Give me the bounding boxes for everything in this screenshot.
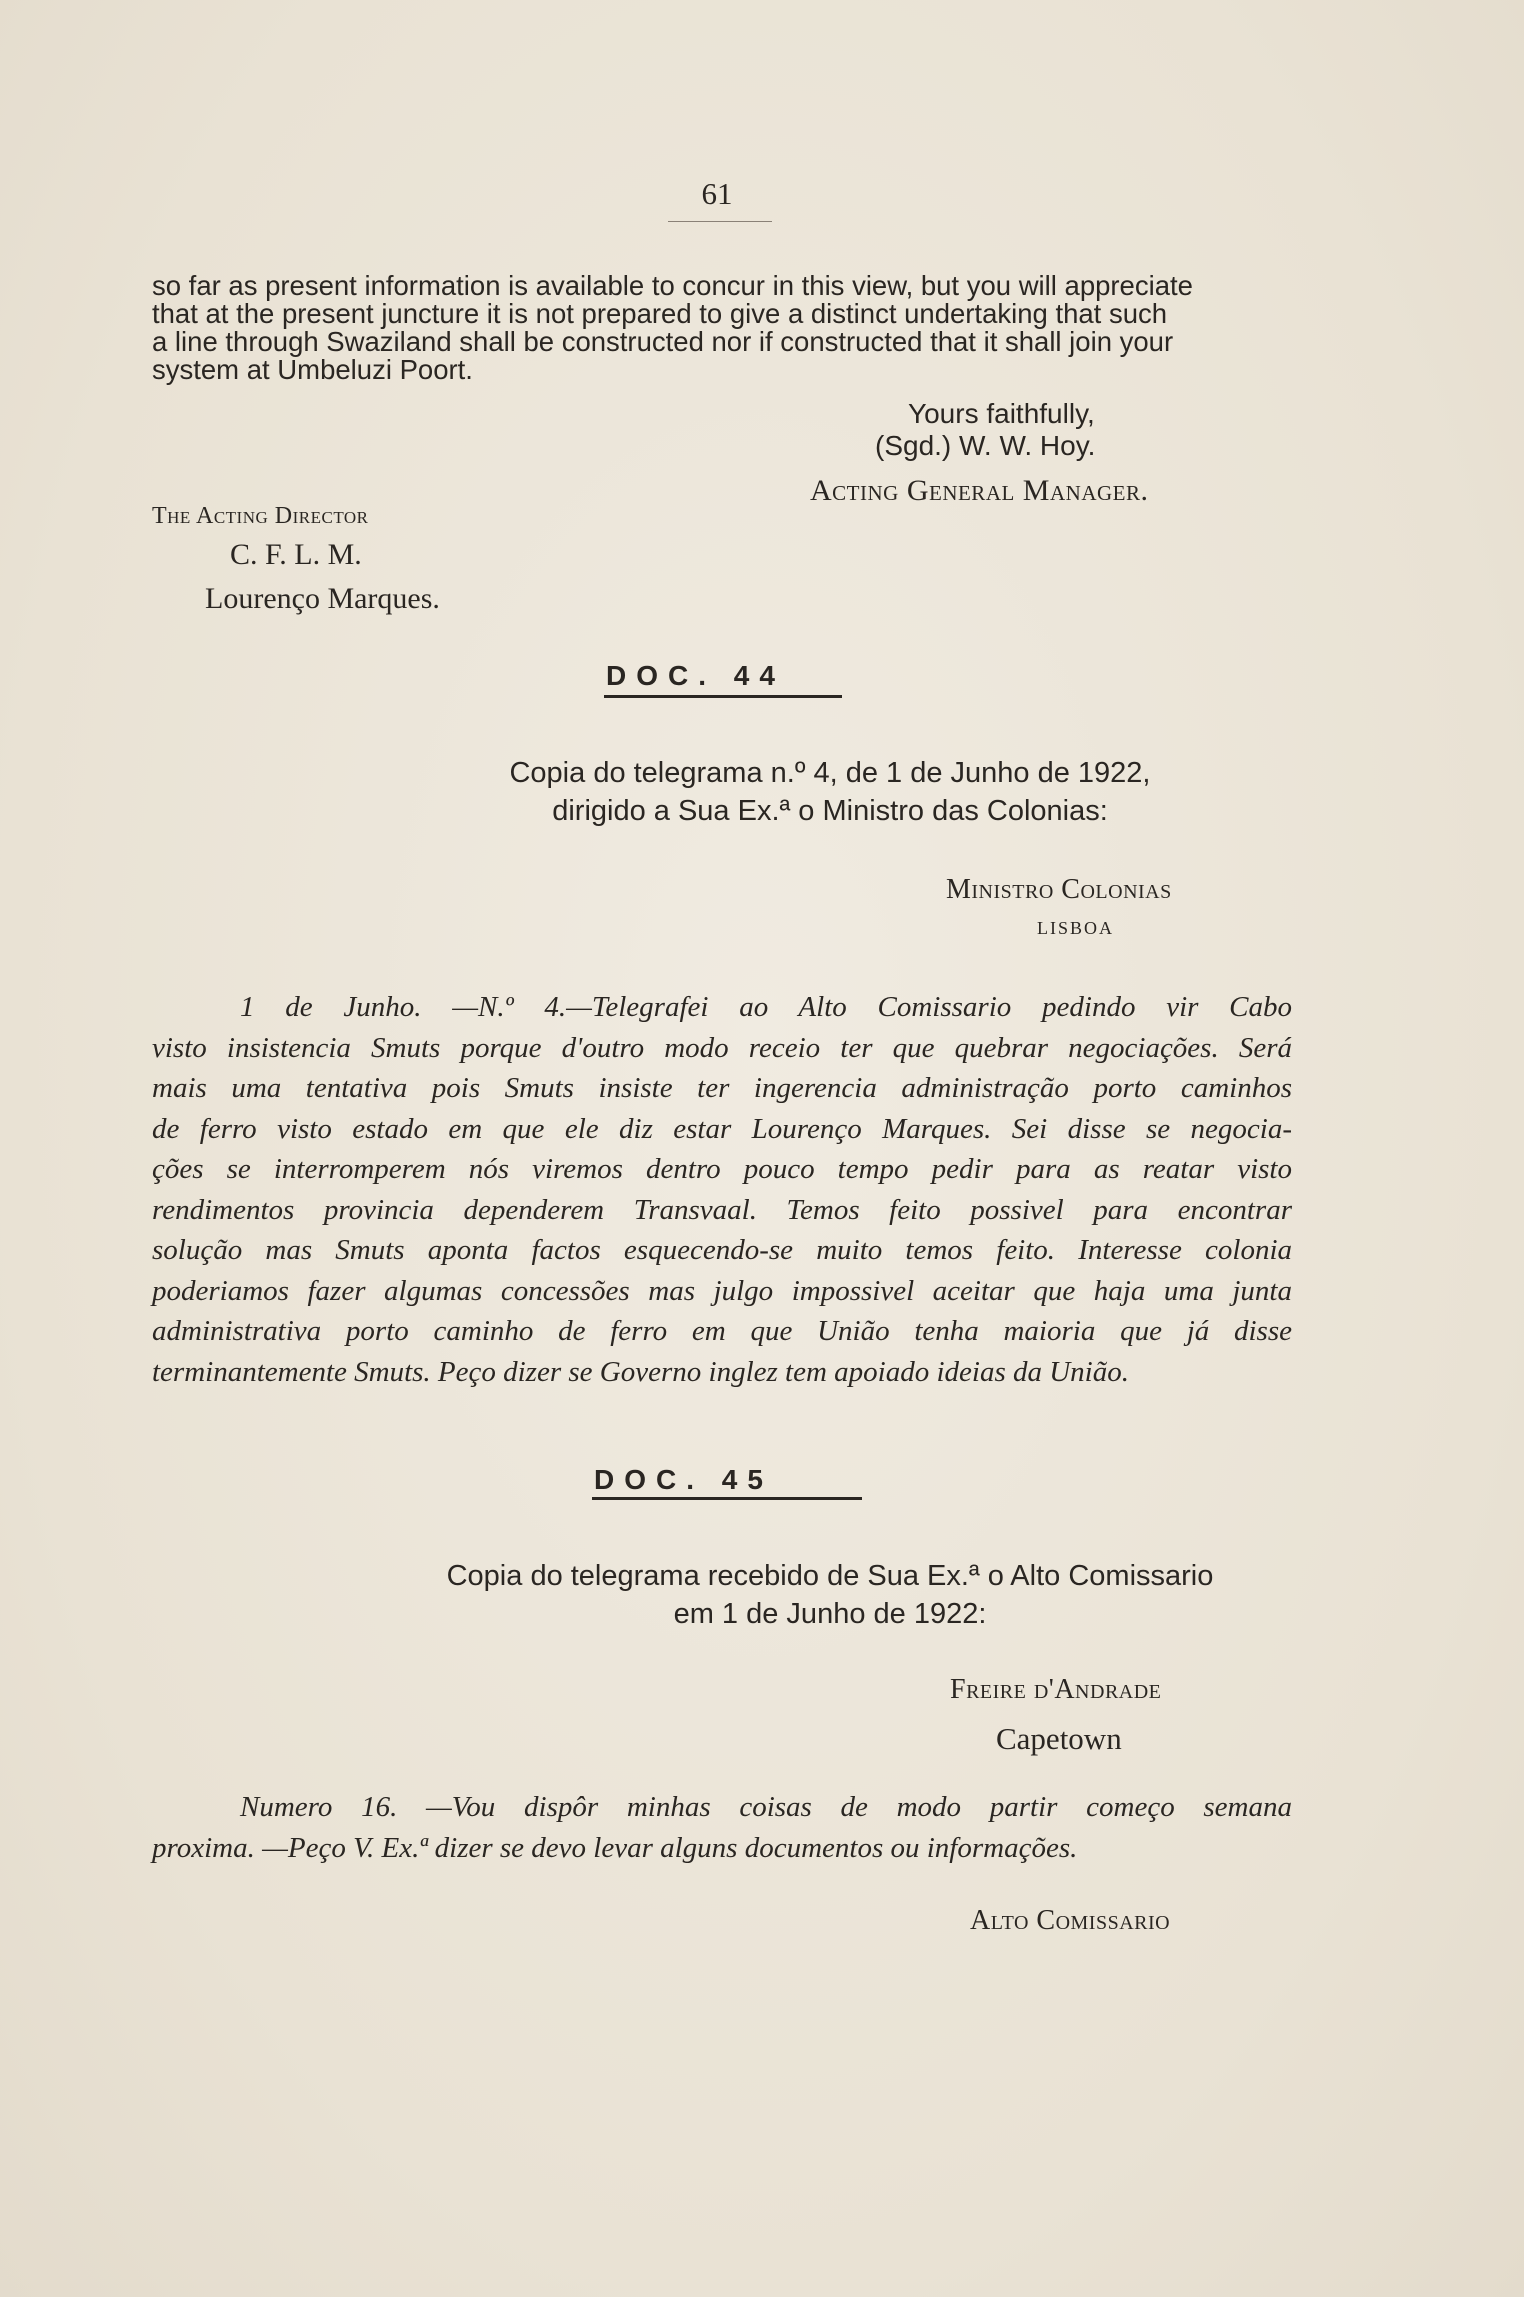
doc-44-body-line: solução mas Smuts aponta factos esquecendo-se muito temos feito. Interesse colonia xyxy=(152,1234,1292,1266)
doc-44-body-line: ções se interromperem nós viremos dentro pouco tempo pedir para as reatar visto xyxy=(152,1153,1292,1185)
letter-closing: Yours faithfully, xyxy=(908,398,1095,429)
doc-44-heading-rule xyxy=(604,695,842,698)
doc-45-body xyxy=(152,1787,1292,1868)
letter-line: system at Umbeluzi Poort. xyxy=(152,354,473,385)
doc-44-address-line-1: Ministro Colonias xyxy=(946,874,1172,905)
letter-line: a line through Swaziland shall be constructed nor if constructed that it shall join your xyxy=(152,326,1174,357)
doc-44-body-line: visto insistencia Smuts porque d'outro modo receio ter que quebrar negociações. Será xyxy=(152,1031,1292,1064)
letter-paragraph xyxy=(152,272,1292,384)
letter-line: that at the present juncture it is not prepared to give a distinct undertaking that such xyxy=(152,298,1168,329)
doc-45-caption xyxy=(380,1557,1280,1633)
doc-45-address-line-1: Freire d'Andrade xyxy=(950,1674,1162,1705)
doc-44-body-line: rendimentos provincia dependerem Transvaal. Temos feito possivel para encontrar xyxy=(152,1193,1292,1226)
doc-44-body-line: terminantemente Smuts. Peço dizer se Governo inglez tem apoiado ideias da União. xyxy=(152,1355,1129,1388)
doc-44-caption-line-2: dirigido a Sua Ex.ª o Ministro das Colonias: xyxy=(552,795,1108,827)
page-number: 61 xyxy=(701,176,733,211)
doc-45-caption-line-2: em 1 de Junho de 1922: xyxy=(673,1598,987,1630)
addressee-line-3: Lourenço Marques. xyxy=(205,582,440,615)
doc-45-heading: DOC. 45 xyxy=(594,1464,773,1495)
doc-45-body-line: proxima. —Peço V. Ex.ª dizer se devo levar alguns documentos ou informações. xyxy=(152,1831,1078,1864)
doc-45-address-line-2: Capetown xyxy=(996,1721,1122,1756)
doc-45-signature: Alto Comissario xyxy=(970,1905,1171,1936)
doc-44-body xyxy=(152,987,1292,1392)
doc-44-caption xyxy=(380,754,1280,830)
doc-44-body-line: administrativa porto caminho de ferro em que União tenha maioria que já disse xyxy=(152,1315,1292,1347)
doc-44-caption-line-1: Copia do telegrama n.º 4, de 1 de Junho de 1922, xyxy=(509,757,1151,789)
doc-44-body-line: 1 de Junho. —N.º 4.—Telegrafei ao Alto Comissario pedindo vir Cabo xyxy=(240,991,1292,1023)
doc-44-body-line: mais uma tentativa pois Smuts insiste ter ingerencia administração porto caminhos xyxy=(152,1072,1292,1104)
doc-45-body-line: Numero 16. —Vou dispôr minhas coisas de modo partir começo semana xyxy=(240,1791,1292,1823)
letter-signed: (Sgd.) W. W. Hoy. xyxy=(875,430,1096,461)
letter-line: so far as present information is available to concur in this view, but you will appreciate xyxy=(152,270,1193,301)
page-number-rule xyxy=(668,221,772,222)
addressee-line-2: C. F. L. M. xyxy=(230,538,362,571)
doc-45-heading-rule xyxy=(592,1497,862,1500)
doc-45-caption-line-1: Copia do telegrama recebido de Sua Ex.ª o Alto Comissario xyxy=(446,1560,1214,1592)
doc-44-heading: DOC. 44 xyxy=(606,660,785,691)
doc-44-body-line: de ferro visto estado em que ele diz estar Lourenço Marques. Sei disse se negocia- xyxy=(152,1112,1292,1145)
letter-signer-title: Acting General Manager. xyxy=(810,474,1149,507)
doc-44-body-line: poderiamos fazer algumas concessões mas julgo impossivel aceitar que haja uma junta xyxy=(152,1274,1292,1307)
doc-44-address-line-2: LISBOA xyxy=(1037,918,1115,938)
addressee-line-1: The Acting Director xyxy=(152,503,369,529)
